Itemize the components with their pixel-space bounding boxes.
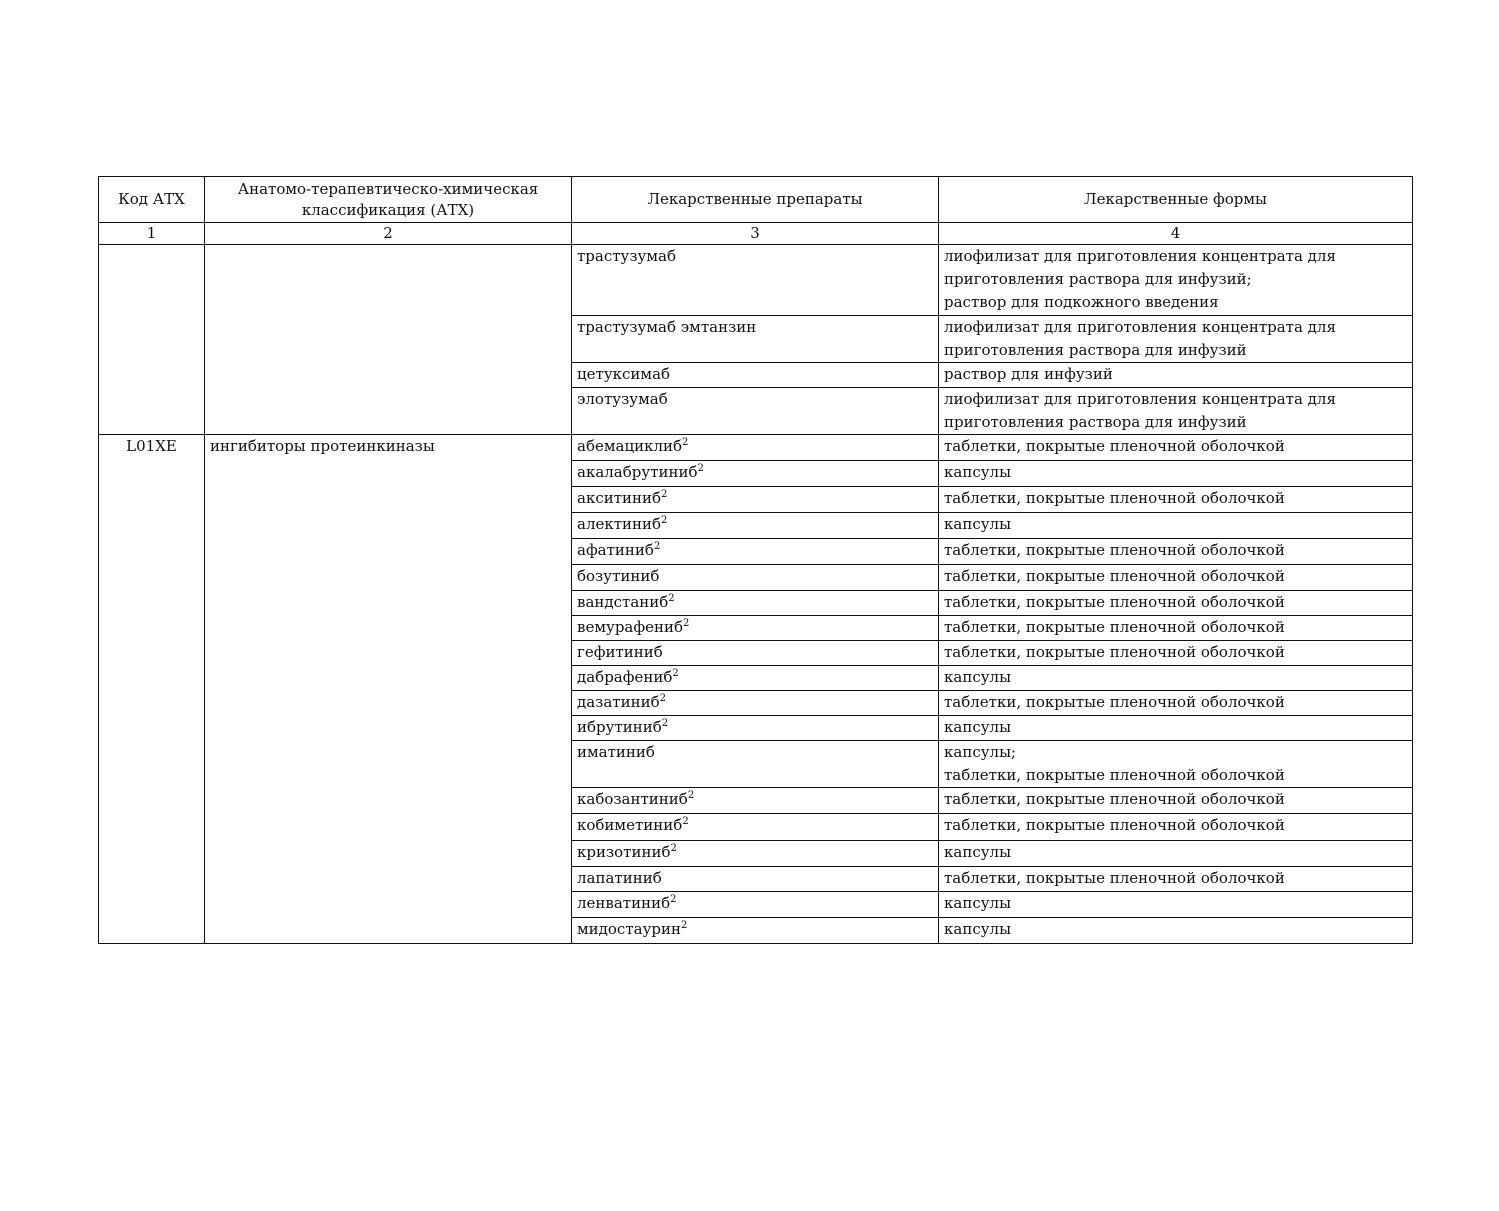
drug-name: иматиниб — [577, 743, 655, 761]
drug-name: афатиниб — [577, 541, 654, 559]
column-number-row — [99, 223, 1413, 245]
header-forms: Лекарственные формы — [939, 177, 1413, 223]
drug-cell — [572, 461, 939, 487]
drug-cell — [572, 245, 939, 316]
drug-cell — [572, 513, 939, 539]
dosage-form: таблетки, покрытые пленочной оболочкой — [939, 867, 1413, 892]
drug-name: дабрафениб — [577, 668, 673, 686]
drug-cell — [572, 841, 939, 867]
footnote-marker: 2 — [661, 718, 669, 729]
drug-cell — [572, 591, 939, 616]
drug-cell — [572, 691, 939, 716]
drug-cell — [572, 814, 939, 841]
drug-name: трастузумаб эмтанзин — [577, 318, 757, 336]
dosage-form: капсулы — [939, 461, 1413, 487]
drug-cell — [572, 487, 939, 513]
column-number: 1 — [99, 223, 205, 245]
drug-name: гефитиниб — [577, 643, 663, 661]
drug-cell — [572, 666, 939, 691]
footnote-marker: 2 — [682, 437, 689, 448]
drug-name: вандстаниб — [577, 593, 669, 611]
drug-cell — [572, 641, 939, 666]
atc-code — [99, 245, 205, 435]
drug-cell — [572, 565, 939, 591]
drug-cell — [572, 616, 939, 641]
drug-name: элотузумаб — [577, 390, 668, 408]
footnote-marker: 2 — [670, 894, 677, 905]
dosage-form: капсулы — [939, 892, 1413, 918]
drug-cell — [572, 363, 939, 388]
dosage-form: таблетки, покрытые пленочной оболочкой — [939, 435, 1413, 461]
footnote-marker: 2 — [668, 593, 675, 604]
dosage-form: таблетки, покрытые пленочной оболочкой — [939, 565, 1413, 591]
drug-name: ленватиниб — [577, 894, 671, 912]
footnote-marker: 2 — [672, 668, 679, 679]
drug-name: мидостаурин — [577, 920, 681, 938]
drug-cell — [572, 918, 939, 944]
table-row — [99, 435, 1413, 461]
footnote-marker: 2 — [681, 920, 688, 931]
column-number: 3 — [572, 223, 939, 245]
column-number: 2 — [205, 223, 572, 245]
dosage-form: раствор для инфузий — [939, 363, 1413, 388]
atc-classification — [205, 245, 572, 435]
drug-name: кабозантиниб — [577, 790, 688, 808]
dosage-form: таблетки, покрытые пленочной оболочкой — [939, 591, 1413, 616]
column-number: 4 — [939, 223, 1413, 245]
drug-name: акалабрутиниб — [577, 463, 698, 481]
drug-name: бозутиниб — [577, 567, 660, 585]
dosage-form: капсулы — [939, 716, 1413, 741]
header-drugs: Лекарственные препараты — [572, 177, 939, 223]
footnote-marker: 2 — [670, 843, 677, 854]
footnote-marker: 2 — [661, 489, 668, 500]
dosage-form: таблетки, покрытые пленочной оболочкой — [939, 487, 1413, 513]
atc-code: L01XE — [99, 435, 205, 944]
footnote-marker: 2 — [653, 541, 661, 552]
drug-cell — [572, 539, 939, 565]
drug-cell — [572, 741, 939, 788]
table-row — [99, 245, 1413, 316]
footnote-marker: 2 — [661, 515, 668, 526]
dosage-form: таблетки, покрытые пленочной оболочкой — [939, 539, 1413, 565]
dosage-form: таблетки, покрытые пленочной оболочкой — [939, 691, 1413, 716]
footnote-marker: 2 — [683, 618, 690, 629]
dosage-form: лиофилизат для приготовления концентрата для приготовления раствора для инфузий; раствор для подкожного введения — [939, 245, 1413, 316]
dosage-form: капсулы — [939, 841, 1413, 867]
drug-cell — [572, 316, 939, 363]
dosage-form: капсулы — [939, 513, 1413, 539]
drug-cell — [572, 435, 939, 461]
drug-name: абемациклиб — [577, 437, 683, 455]
header-classification: Анатомо-терапевтическо-химическая классификация (АТХ) — [205, 177, 572, 223]
footnote-marker: 2 — [659, 693, 666, 704]
drug-name: кобиметиниб — [577, 816, 683, 834]
dosage-form: таблетки, покрытые пленочной оболочкой — [939, 788, 1413, 814]
dosage-form: лиофилизат для приготовления концентрата для приготовления раствора для инфузий — [939, 316, 1413, 363]
dosage-form: капсулы — [939, 918, 1413, 944]
drug-name: трастузумаб — [577, 247, 677, 265]
dosage-form: лиофилизат для приготовления концентрата для приготовления раствора для инфузий — [939, 388, 1413, 435]
drug-cell — [572, 892, 939, 918]
drug-name: дазатиниб — [577, 693, 660, 711]
dosage-form: таблетки, покрытые пленочной оболочкой — [939, 641, 1413, 666]
drug-name: лапатиниб — [577, 869, 662, 887]
header-code: Код АТХ — [99, 177, 205, 223]
drug-cell — [572, 388, 939, 435]
drug-name: кризотиниб — [577, 843, 671, 861]
drug-name: цетуксимаб — [577, 365, 671, 383]
dosage-form: капсулы — [939, 666, 1413, 691]
drug-table — [98, 176, 1413, 944]
drug-name: алектиниб — [577, 515, 662, 533]
atc-classification: ингибиторы протеинкиназы — [205, 435, 572, 944]
dosage-form: таблетки, покрытые пленочной оболочкой — [939, 616, 1413, 641]
drug-name: вемурафениб — [577, 618, 684, 636]
header-row — [99, 177, 1413, 223]
footnote-marker: 2 — [682, 816, 689, 827]
drug-name: акситиниб — [577, 489, 662, 507]
drug-cell — [572, 788, 939, 814]
footnote-marker: 2 — [687, 790, 695, 801]
drug-name: ибрутиниб — [577, 718, 662, 736]
dosage-form: таблетки, покрытые пленочной оболочкой — [939, 814, 1413, 841]
drug-cell — [572, 867, 939, 892]
dosage-form: капсулы; таблетки, покрытые пленочной оболочкой — [939, 741, 1413, 788]
drug-cell — [572, 716, 939, 741]
footnote-marker: 2 — [697, 463, 704, 474]
